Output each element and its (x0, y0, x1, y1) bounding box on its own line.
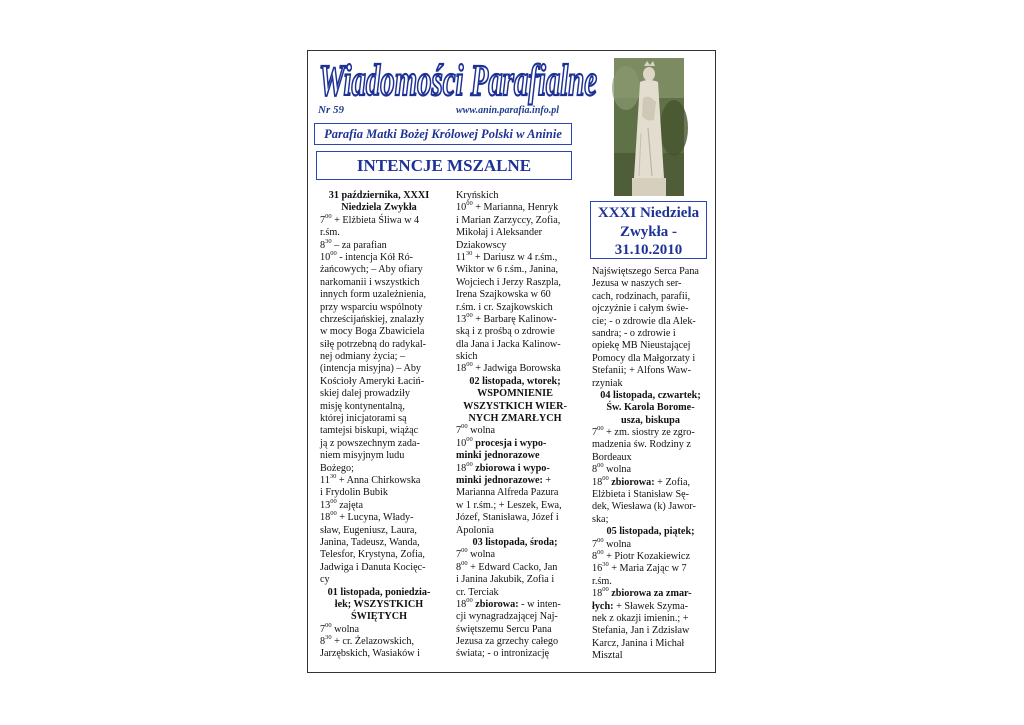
mass-minutes: 00 (466, 460, 473, 468)
intention-text-line (592, 303, 709, 315)
mass-time-line (456, 249, 574, 264)
intention-text-line (592, 365, 709, 377)
masthead-title (316, 55, 601, 105)
intention-text-line (456, 190, 574, 202)
mass-minutes: 30 (329, 472, 337, 480)
intention-text-line (592, 353, 709, 365)
intention-text-line (320, 537, 438, 549)
sunday-subtitle: Zwykła - (619, 223, 678, 240)
mass-hour: 8 (592, 550, 598, 562)
mass-hour: 8 (456, 561, 462, 573)
intention-text-line (320, 549, 438, 561)
mass-time-line (320, 237, 438, 252)
mass-hour: 7 (320, 623, 326, 635)
intention-text: – za parafian (331, 239, 387, 251)
mass-minutes: 00 (466, 200, 473, 208)
mass-time-line (456, 202, 574, 214)
intention-text-line (320, 525, 438, 537)
intention-text: + Barbarę Kalinow- (472, 313, 557, 325)
mass-hour: 18 (592, 588, 603, 600)
intention-text: Jezusa w naszych ser- (592, 278, 682, 290)
day-heading: 31 października, XXXI (328, 190, 430, 201)
intention-text: Kościoły Ameryki Łaciń- (320, 375, 425, 387)
mass-type: zbiorowa: (611, 476, 655, 488)
intention-text-line (456, 512, 574, 524)
intention-text-line (456, 611, 574, 623)
intention-text: Wiktor w 6 r.śm., Janina, (456, 264, 559, 276)
day-heading: Niedziela Zwykła (341, 202, 417, 214)
mass-minutes: 00 (330, 510, 337, 518)
mass-minutes: 00 (461, 423, 468, 431)
mass-hour: 18 (320, 512, 331, 524)
mass-time-line (456, 549, 574, 561)
mass-minutes: 00 (330, 249, 337, 257)
intention-text: Stefanii; + Alfons Waw- (592, 365, 691, 377)
mass-time-line (456, 435, 574, 450)
mass-minutes: 30 (325, 634, 332, 642)
intention-text: cji wynagradzającej Naj- (456, 611, 558, 623)
intention-text: Apolonia (456, 524, 494, 536)
intention-text-line (320, 302, 438, 314)
intention-text: - intencja Kół Ró- (336, 251, 414, 263)
intention-text: skich (456, 351, 478, 363)
intention-text-line (592, 452, 709, 464)
mass-hour: 7 (592, 427, 598, 439)
intention-text: Jezusa za grzechy całego (456, 636, 559, 648)
mass-time-line (592, 464, 709, 476)
intention-text: nek z okazji imienin.; + (592, 612, 689, 624)
masthead-title-text: Wiadomości Parafialne (319, 56, 597, 105)
mass-hour: 11 (320, 474, 330, 486)
intention-text-line (456, 487, 574, 499)
mass-minutes: 00 (602, 586, 609, 594)
intention-text: przy wsparciu wspólnoty (320, 301, 423, 313)
intention-text-line (320, 648, 438, 660)
mass-minutes: 00 (597, 536, 604, 544)
mass-type: zbiorowa: (475, 598, 519, 610)
mass-time-line (320, 512, 438, 524)
intention-text: świętszemu Sercu Pana (456, 623, 552, 635)
intention-text: + Piotr Kozakiewicz (603, 550, 690, 562)
mass-hour: 8 (320, 636, 326, 648)
intention-text: r.śm. i cr. Szajkowskich (456, 301, 553, 313)
mass-hour: 18 (592, 476, 603, 488)
intention-text-line (456, 475, 574, 487)
intention-text-line (320, 326, 438, 338)
intention-text-line (592, 266, 709, 278)
mass-time-line (456, 460, 574, 475)
intention-text-line (592, 625, 709, 637)
intention-text: Telesfor, Krystyna, Zofia, (320, 549, 425, 561)
intention-text: sław, Eugeniusz, Laura, (320, 524, 417, 536)
intention-text: + Edward Cacko, Jan (467, 561, 558, 573)
website-link[interactable]: www.anin.parafia.info.pl (456, 105, 559, 116)
intention-text-line (456, 500, 574, 512)
intention-text: wolna (603, 538, 632, 550)
intention-text: Józef, Stanisława, Józef i (456, 512, 559, 524)
intention-text: Stefania, Jan i Zdzisław (592, 625, 690, 637)
mass-time-line (320, 621, 438, 636)
mass-time-line (320, 212, 438, 227)
intention-text: Irena Szajkowska w 60 (456, 289, 551, 301)
mass-minutes: 00 (330, 497, 337, 505)
intention-text: misję kontynentalną, (320, 400, 405, 412)
mass-type: procesja i wypo- (475, 437, 547, 449)
section-title: INTENCJE MSZALNE (316, 151, 572, 180)
intention-text-line (320, 450, 438, 462)
intention-text: w mocy Boga Zbawiciela (320, 326, 425, 338)
mass-hour: 7 (456, 549, 462, 561)
mass-time-line (320, 636, 438, 648)
intention-text-line (456, 215, 574, 227)
mass-hour: 8 (592, 464, 598, 476)
mass-hour: 7 (456, 425, 462, 437)
intention-text-line (320, 413, 438, 425)
intention-text: niem misyjnym ludu (320, 450, 405, 462)
intention-text: cach, rodzinach, parafii, (592, 290, 691, 302)
intention-text-line (320, 574, 438, 586)
day-heading: łek; WSZYSTKICH (334, 598, 424, 610)
intention-text: skiej dalej prowadziły (320, 388, 410, 400)
mass-type: łych: (592, 600, 614, 612)
mass-hour: 18 (456, 363, 467, 375)
mass-time-line (592, 563, 709, 575)
intention-text: siłę potrzebną do radykal- (320, 338, 427, 350)
intention-text: Jarzębskich, Wasiaków i (320, 648, 420, 660)
intention-text-line (592, 340, 709, 352)
mass-hour: 18 (456, 598, 467, 610)
intention-text-line (320, 314, 438, 326)
intention-text: Bordeaux (592, 451, 632, 463)
mass-minutes: 00 (466, 596, 473, 604)
intention-text: Elżbieta i Stanisław Sę- (592, 489, 690, 501)
sunday-box (590, 201, 707, 259)
intention-text: dla Jana i Jacka Kalinow- (456, 338, 561, 350)
mass-minutes: 00 (602, 474, 609, 482)
intention-text: + Lucyna, Włady- (336, 512, 414, 524)
intention-text: r.śm. (320, 227, 340, 239)
intention-text: Wojciech i Jerzy Raszpla, (456, 276, 561, 288)
intention-text-line (592, 514, 709, 526)
mass-minutes: 30 (465, 249, 473, 257)
intention-text: Karcz, Janina i Michał (592, 637, 685, 649)
mass-time-line (456, 559, 574, 574)
intention-text-line (456, 240, 574, 252)
intention-text: żańcowych; – Aby ofiary (320, 264, 423, 276)
intention-text: madzenia św. Rodziny z (592, 439, 691, 451)
mass-hour: 7 (592, 538, 598, 550)
intention-text-line (592, 328, 709, 340)
intention-text-line (456, 648, 574, 660)
intention-text-line (456, 574, 574, 586)
mass-time-line (592, 548, 709, 563)
intention-text: + Dariusz w 4 r.śm., (472, 251, 558, 263)
intention-text-line (320, 376, 438, 388)
intention-text-line (320, 562, 438, 574)
mass-minutes: 30 (325, 237, 332, 245)
day-heading: 05 listopada, piątek; (606, 526, 695, 538)
intention-text: Marianna Alfreda Pazura (456, 487, 559, 499)
mass-time-line (456, 363, 574, 375)
mass-minutes: 00 (597, 462, 604, 470)
mass-type: minki jednorazowe (456, 450, 540, 462)
intention-text: innych form uzależnienia, (320, 289, 427, 301)
intention-text: cie; - o zdrowie dla Alek- (592, 315, 696, 327)
intention-text: wolna (331, 623, 360, 635)
sunday-date: 31.10.2010 (614, 242, 683, 258)
intention-text-line (320, 388, 438, 400)
intention-text-line (456, 624, 574, 636)
intention-text-line (592, 501, 709, 513)
day-heading: 03 listopada, środa; (472, 536, 558, 548)
mass-time-line (456, 425, 574, 437)
mass-type: zbiorowa za zmar- (611, 588, 692, 600)
mass-hour: 13 (456, 313, 467, 325)
intention-text: dek, Wiesława (k) Jawor- (592, 501, 696, 513)
intention-text-line (320, 351, 438, 363)
intention-text-line (592, 316, 709, 328)
sunday-title: XXXI Niedziela (597, 205, 700, 221)
intention-text: wolna (603, 464, 632, 476)
mass-hour: 18 (456, 462, 467, 474)
intention-text: + Marianna, Henryk (472, 202, 559, 214)
intention-text: ojczyźnie i całym świe- (592, 303, 689, 315)
intention-text-line (320, 363, 438, 375)
intention-text: r.śm. (592, 575, 612, 587)
mass-hour: 10 (320, 251, 331, 263)
intention-text-line (456, 339, 574, 351)
day-heading: WSZYSTKICH WIER- (463, 400, 567, 412)
day-heading: NYCH ZMARŁYCH (468, 413, 562, 425)
intention-text-line (592, 291, 709, 303)
intention-text-line (456, 302, 574, 314)
issue-number: Nr 59 (318, 104, 344, 116)
intention-text-line (592, 439, 709, 451)
intention-text-line (592, 638, 709, 650)
intention-text-line (456, 264, 574, 276)
intention-text-line (592, 601, 709, 613)
intention-text-line (456, 587, 574, 599)
intention-text-line (320, 425, 438, 437)
intention-text: cy (320, 574, 330, 586)
intention-text-line (320, 438, 438, 450)
intention-text-line (592, 489, 709, 501)
mass-minutes: 00 (466, 361, 473, 369)
intention-text: Mikołaj i Aleksander (456, 227, 543, 239)
intention-text: tamtejsi biskupi, wiążąc (320, 425, 419, 437)
mass-time-line (592, 588, 709, 600)
intention-text-line (456, 289, 574, 301)
intention-text: ska; (592, 513, 609, 525)
mass-time-line (320, 497, 438, 512)
intention-text-line (320, 401, 438, 413)
intention-text: i Frydolin Bubik (320, 487, 388, 499)
mass-minutes: 00 (325, 621, 332, 629)
mass-time-line (456, 596, 574, 611)
intention-text: wolna (467, 425, 496, 437)
intention-text: Pomocy dla Małgorzaty i (592, 352, 696, 364)
intention-text: wolna (467, 549, 496, 561)
intention-text: Dziakowscy (456, 239, 507, 251)
intention-text-line (320, 463, 438, 475)
mass-hour: 13 (320, 499, 331, 511)
intention-text-line (320, 264, 438, 276)
mass-hour: 10 (456, 202, 467, 214)
mass-hour: 10 (456, 437, 467, 449)
intention-text-line (320, 277, 438, 289)
mass-time-line (320, 472, 438, 487)
intention-text: + zm. siostry ze zgro- (603, 427, 695, 439)
mass-time-line (592, 474, 709, 489)
statue-photo (614, 58, 684, 196)
intention-text: świata; - o intronizację (456, 648, 550, 660)
mass-minutes: 00 (466, 435, 473, 443)
intention-text: + Sławek Szyma- (613, 600, 689, 612)
parish-name: Parafia Matki Bożej Królowej Polski w Aninie (314, 123, 572, 145)
intention-text: Jadwiga i Danuta Kocięc- (320, 561, 426, 573)
intention-text: + cr. Żelazowskich, (331, 636, 414, 648)
intention-text: nej odmiany życia; – (320, 351, 406, 363)
mass-time-line (320, 249, 438, 264)
intention-text: narkomanii i wszystkich (320, 276, 420, 288)
day-heading: 04 listopada, czwartek; (600, 389, 701, 401)
intention-text-line (592, 650, 709, 662)
mass-minutes: 00 (325, 212, 332, 220)
mass-type: zbiorowa i wypo- (475, 462, 550, 474)
intention-text: + Jadwiga Borowska (472, 363, 561, 375)
intention-text: sandra; - o zdrowie i (592, 327, 676, 339)
intention-text: + Anna Chirkowska (336, 474, 421, 486)
intention-text: cr. Terciak (456, 586, 499, 598)
intention-text-line (456, 277, 574, 289)
mass-minutes: 00 (597, 548, 604, 556)
mass-hour: 16 (592, 563, 603, 575)
mass-hour: 7 (320, 214, 326, 226)
intention-text: ją z powszechnym zada- (320, 437, 420, 449)
intention-text: której inicjatorami są (320, 413, 407, 425)
intention-text-line (592, 378, 709, 390)
intention-text-line (320, 227, 438, 239)
intention-text-line (592, 576, 709, 588)
intention-text: chrześcijańskiej, znalazły (320, 313, 425, 325)
intention-text: zajęta (336, 499, 363, 511)
intention-text-line (456, 525, 574, 537)
day-heading: ŚWIĘTYCH (350, 611, 408, 623)
day-heading: WSPOMNIENIE (477, 388, 553, 400)
mass-type: minki jednorazowe: (456, 474, 543, 486)
intention-text: opiekę MB Nieustającej (592, 340, 691, 352)
intention-text: + Elżbieta Śliwa w 4 (331, 214, 420, 226)
intentions-column-1 (320, 190, 438, 661)
intention-text: w 1 r.śm.; + Leszek, Ewa, (456, 499, 562, 511)
intention-text-line (320, 289, 438, 301)
intention-text: Misztal (592, 650, 623, 662)
intention-text: + Zofia, (654, 476, 691, 488)
intention-text: rzyniak (592, 377, 623, 389)
mass-minutes: 00 (461, 559, 468, 567)
intention-text: Janina, Tadeusz, Wanda, (320, 536, 420, 548)
intention-text: Bożego; (320, 462, 354, 474)
mass-time-line (592, 427, 709, 439)
mass-hour: 11 (456, 251, 466, 263)
mass-minutes: 00 (461, 547, 468, 555)
intention-text-line (456, 227, 574, 239)
mass-hour: 8 (320, 239, 326, 251)
intentions-column-2 (456, 190, 574, 661)
intentions-column-3 (592, 266, 709, 663)
intention-text-line (592, 613, 709, 625)
intention-text: + (542, 474, 552, 486)
mass-minutes: 00 (466, 311, 473, 319)
day-heading: 02 listopada, wtorek; (469, 375, 561, 387)
intention-text: - w inten- (518, 598, 561, 610)
intention-text-line (456, 326, 574, 338)
mass-minutes: 30 (602, 561, 609, 569)
intention-text-line (320, 487, 438, 499)
intention-text-line (456, 636, 574, 648)
intention-text-line (592, 278, 709, 290)
day-heading: usza, biskupa (621, 414, 680, 426)
intention-text: + Maria Zając w 7 (608, 563, 687, 575)
intention-text: Kryńskich (456, 190, 499, 201)
intention-text: Najświętszego Serca Pana (592, 266, 699, 277)
mass-time-line (592, 536, 709, 551)
intention-text: i Janina Jakubik, Zofia i (456, 574, 555, 586)
day-heading: Św. Karola Borome- (606, 402, 695, 414)
day-heading: 01 listopada, poniedzia- (327, 586, 431, 598)
intention-text: (intencja misyjna) – Aby (320, 363, 422, 375)
intention-text-line (456, 351, 574, 363)
intention-text: ską i z prośbą o zdrowie (456, 326, 555, 338)
intention-text-line (456, 450, 574, 462)
intention-text: i Marian Zarzyccy, Zofia, (456, 214, 561, 226)
intention-text-line (320, 339, 438, 351)
mass-time-line (456, 311, 574, 326)
mass-minutes: 00 (597, 425, 604, 433)
